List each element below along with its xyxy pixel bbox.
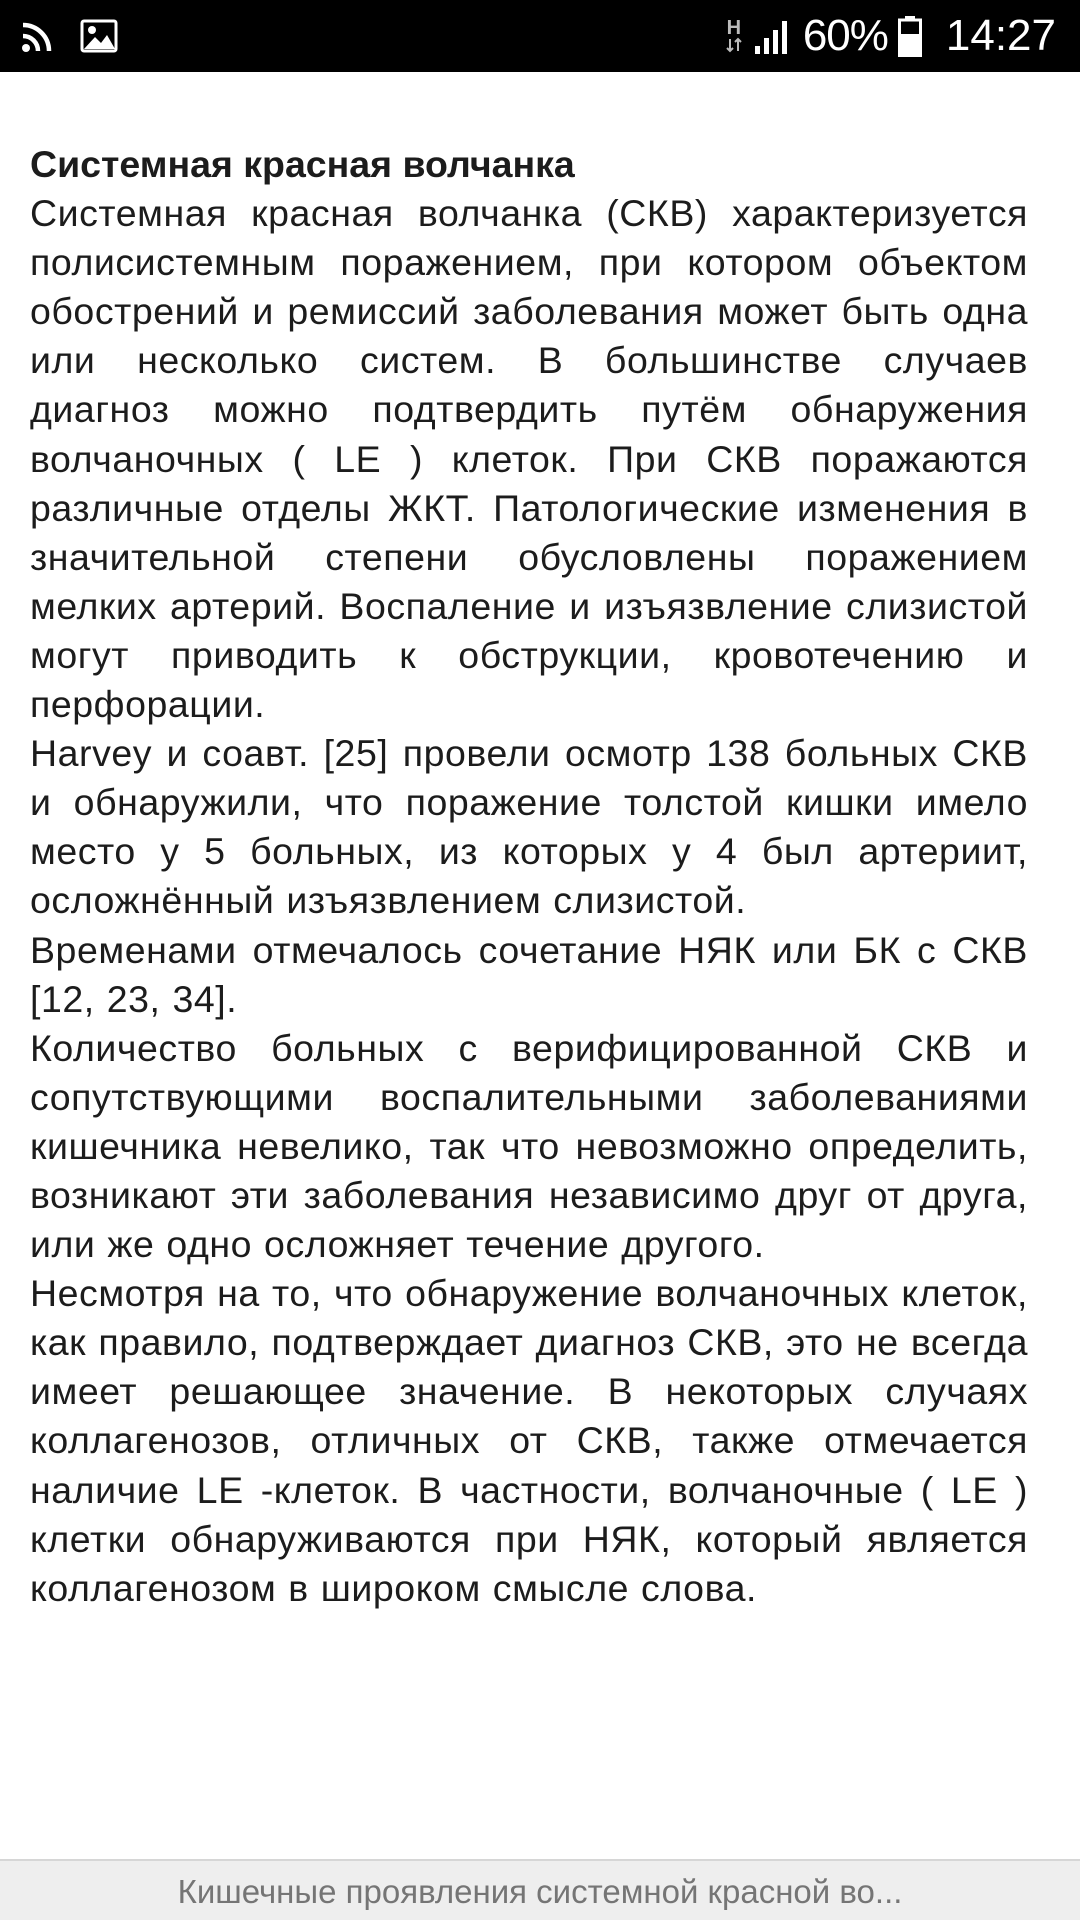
article-content — [30, 140, 1028, 1613]
signal-strength-icon — [753, 16, 793, 56]
status-left-icons — [20, 16, 118, 56]
article-paragraph: Несмотря на то, что обнаружение волчаночных клеток, как правило, подтверждает диагноз СКВ, это не всегда имеет решающее значение. В некоторых случаях коллагенозов, отличных от СКВ, также отмечается наличие LE -клеток. В частности, волчаночные ( LE ) клетки обнаруживаются при НЯК, который является коллагенозом в широком смысле слова. — [30, 1272, 1028, 1609]
chapter-title-bar[interactable] — [0, 1859, 1080, 1920]
status-bar — [0, 0, 1080, 72]
status-right-indicators — [725, 8, 1056, 64]
article-paragraph: Временами отмечалось сочетание НЯК или БК с СКВ [12, 23, 34]. — [30, 928, 1028, 1020]
image-icon — [80, 19, 118, 53]
battery-icon — [898, 15, 922, 57]
network-type-label: H — [726, 17, 742, 39]
article-title: Системная красная волчанка — [30, 143, 575, 185]
battery-percent: 60% — [802, 11, 888, 60]
clock: 14:27 — [945, 11, 1056, 60]
article-paragraph: Количество больных с верифицированной СКВ и сопутствующими воспалительными заболеваниями кишечника невелико, так что невозможно определить, возникают эти заболевания независимо друг от друга, или же одно осложняет течение другого. — [30, 1026, 1028, 1266]
article-paragraph: Системная красная волчанка (СКВ) характеризуется полисистемным поражением, при котором объектом обострений и ремиссий заболевания может быть одна или несколько систем. В большинстве случаев диагноз можно подтвердить путём обнаружения волчаночных ( LE ) клеток. При СКВ поражаются различные отделы ЖКТ. Патологические изменения в значительной степени обусловлены поражением мелких артерий. Воспаление и изъязвление слизистой могут приводить к обструкции, кровотечению и перфорации. — [30, 192, 1028, 726]
article-paragraph: Harvey и соавт. [25] провели осмотр 138 больных СКВ и обнаружили, что поражение толстой кишки имело место у 5 больных, из которых у 4 был артериит, осложнённый изъязвлением слизистой. — [30, 732, 1028, 922]
network-type-icon — [725, 19, 743, 53]
cast-icon — [20, 18, 56, 54]
chapter-title: Кишечные проявления системной красной во... — [177, 1872, 903, 1910]
